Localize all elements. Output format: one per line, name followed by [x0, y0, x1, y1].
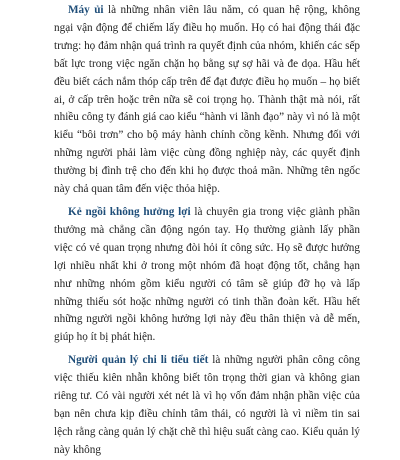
term-bulldozer: Máy ủi — [68, 4, 104, 16]
paragraph-bulldozer — [54, 2, 360, 199]
paragraph-micromanager-body: là những người phân công công việc thiếu kiên nhẫn không biết tôn trọng thời gian và không gian riêng tư. Có vài người xét nét là vì họ vốn đảm nhận phần việc của bạn nên chưa kịp điều chỉnh tâm thái, có người là vì niềm tin sai lệch rằng càng quản lý chặt chẽ thì hiệu suất càng cao. Kiểu quản lý này không — [54, 354, 360, 456]
paragraph-free-rider — [54, 204, 360, 347]
paragraph-bulldozer-body: là những nhân viên lâu năm, có quan hệ rộng, không ngại vận động để chiếm lấy điều họ muốn. Họ có hai động thái đặc trưng: họ đảm nhận quá trình ra quyết định của nhóm, khiến các sếp bất lực trong việc ngăn chặn họ bằng sự sợ hãi và đe dọa. Hầu hết đều biết cách nắm thóp cấp trên để đạt được điều họ muốn – họ biết ai, ở cấp trên hoặc trên nữa sẽ coi trọng họ. Thành thật mà nói, rất nhiều công ty đánh giá cao kiểu “hành vi lãnh đạo” này vì nó là một kiểu “bôi trơn” cho bộ máy hành chính cồng kềnh. Nhưng đối với những người phải làm việc cùng đồng nghiệp này, các quyết định thường bị đình trệ cho đến khi họ được thoả mãn. Những tên ngốc này chả quan tâm đến việc thỏa hiệp. — [54, 4, 361, 196]
paragraph-free-rider-body: là chuyên gia trong việc giành phần thưởng mà chẳng cần động ngón tay. Họ thường giành lấy phần việc có vẻ quan trọng nhưng đòi hỏi ít công sức. Họ sẽ được hưởng lợi nhiều nhất khi ở trong một nhóm đã hoạt động tốt, chẳng hạn như những nhóm gồm kiểu người có tâm sẽ giúp đỡ họ và lấp những thiếu sót hoặc những người có tinh thần đoàn kết. Hầu hết những người ngồi không hưởng lợi này đều thân thiện và dễ mến, giúp họ ít bị phát hiện. — [54, 205, 360, 344]
term-free-rider: Kẻ ngồi không hưởng lợi — [68, 205, 191, 218]
paragraph-micromanager — [54, 352, 360, 459]
term-micromanager: Người quản lý chi li tiểu tiết — [68, 354, 209, 367]
